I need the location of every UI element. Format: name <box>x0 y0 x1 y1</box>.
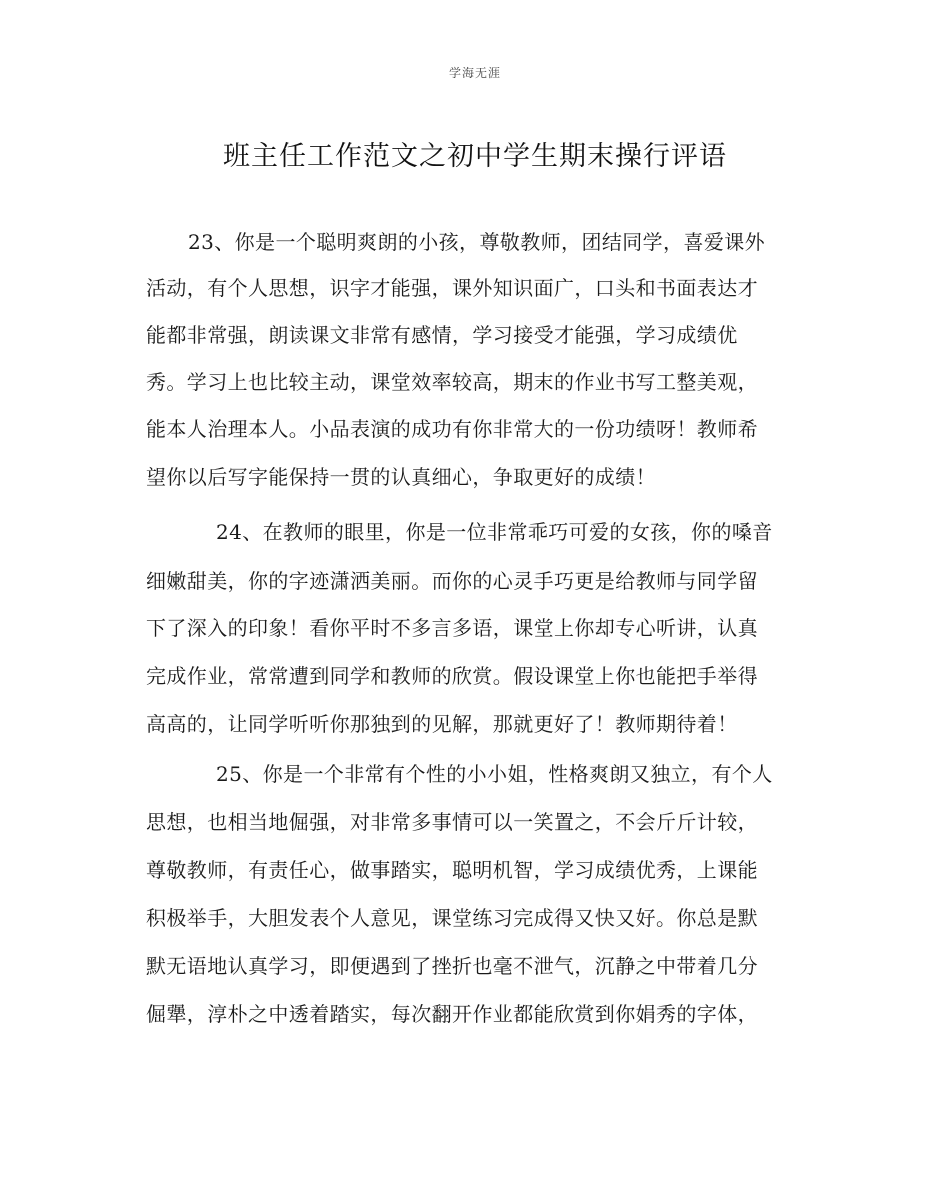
paragraph-25-line-6: 倔犟，淳朴之中透着踏实，每次翻开作业都能欣赏到你娟秀的字体， <box>146 1002 758 1026</box>
paragraph-24-line-5: 高高的，让同学听听你那独到的见解，那就更好了！教师期待着！ <box>146 712 738 736</box>
paragraph-24-line-3: 下了深入的印象！看你平时不多言多语，课堂上你却专心听讲，认真 <box>146 616 758 640</box>
paragraph-23-line-3: 能都非常强，朗读课文非常有感情，学习接受才能强，学习成绩优 <box>146 323 738 347</box>
document-title: 班主任工作范文之初中学生期末操行评语 <box>223 141 727 172</box>
paragraph-25-line-5: 默无语地认真学习，即便遇到了挫折也毫不泄气，沉静之中带着几分 <box>146 954 758 978</box>
paragraph-23-line-6: 望你以后写字能保持一贯的认真细心，争取更好的成绩！ <box>146 465 656 489</box>
paragraph-24-line-1: 24、在教师的眼里，你是一位非常乖巧可爱的女孩，你的嗓音 <box>216 520 773 544</box>
paragraph-25-line-1: 25、你是一个非常有个性的小小姐，性格爽朗又独立，有个人 <box>216 762 773 786</box>
paragraph-24-line-4: 完成作业，常常遭到同学和教师的欣赏。假设课堂上你也能把手举得 <box>146 664 758 688</box>
paragraph-25-line-2: 思想，也相当地倔强，对非常多事情可以一笑置之，不会斤斤计较， <box>146 810 758 834</box>
paragraph-23-line-5: 能本人治理本人。小品表演的成功有你非常大的一份功绩呀！教师希 <box>146 417 758 441</box>
paragraph-23-line-4: 秀。学习上也比较主动，课堂效率较高，期末的作业书写工整美观， <box>146 370 758 394</box>
paragraph-24-line-2: 细嫩甜美，你的字迹潇洒美丽。而你的心灵手巧更是给教师与同学留 <box>146 569 758 593</box>
page-header: 学海无涯 <box>448 66 501 80</box>
paragraph-25-line-3: 尊敬教师，有责任心，做事踏实，聪明机智，学习成绩优秀，上课能 <box>146 858 758 882</box>
paragraph-23-line-1: 23、你是一个聪明爽朗的小孩，尊敬教师，团结同学，喜爱课外 <box>188 230 766 254</box>
paragraph-25-line-4: 积极举手，大胆发表个人意见，课堂练习完成得又快又好。你总是默 <box>146 906 758 930</box>
paragraph-23-line-2: 活动，有个人思想，识字才能强，课外知识面广，口头和书面表达才 <box>146 276 758 300</box>
